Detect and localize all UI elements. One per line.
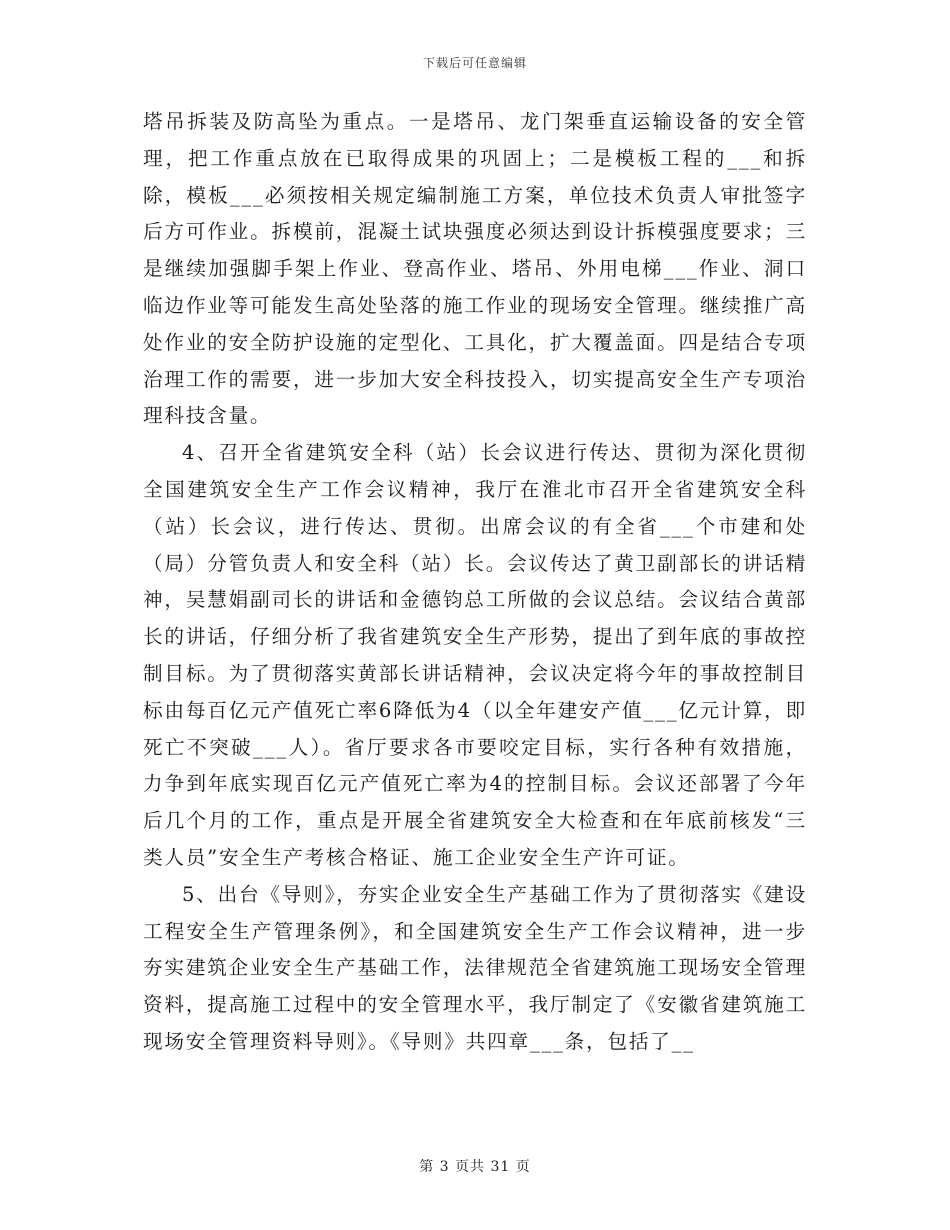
- paragraph-2: 4、召开全省建筑安全科（站）长会议进行传达、贯彻为深化贯彻全国建筑安全生产工作会议精神，我厅在淮北市召开全省建筑安全科（站）长会议，进行传达、贯彻。出席会议的有全省___个市建和处（局）分管负责人和安全科（站）长。会议传达了黄卫副部长的讲话精神，吴慧娟副司长的讲话和金德钧总工所做的会议总结。会议结合黄部长的讲话，仔细分析了我省建筑安全生产形势，提出了到年底的事故控制目标。为了贯彻落实黄部长讲话精神，会议决定将今年的事故控制目标由每百亿元产值死亡率6降低为4（以全年建安产值___亿元计算，即死亡不突破___人）。省厅要求各市要咬定目标，实行各种有效措施，力争到年底实现百亿元产值死亡率为4的控制目标。会议还部署了今年后几个月的工作，重点是开展全省建筑安全大检查和在年底前核发“三类人员”安全生产考核合格证、施工企业安全生产许可证。: [143, 441, 807, 869]
- paragraph-1: 塔吊拆装及防高坠为重点。一是塔吊、龙门架垂直运输设备的安全管理，把工作重点放在已取得成果的巩固上；二是模板工程的___和拆除，模板___必须按相关规定编制施工方案，单位技术负责人审批签字后方可作业。拆模前，混凝土试块强度必须达到设计拆模强度要求；三是继续加强脚手架上作业、登高作业、塔吊、外用电梯___作业、洞口临边作业等可能发生高处坠落的施工作业的现场安全管理。继续推广高处作业的安全防护设施的定型化、工具化，扩大覆盖面。四是结合专项治理工作的需要，进一步加大安全科技投入，切实提高安全生产专项治理科技含量。: [143, 110, 807, 428]
- page-footer: 第 3 页共 31 页: [419, 1159, 531, 1175]
- paragraph-3: 5、出台《导则》，夯实企业安全生产基础工作为了贯彻落实《建设工程安全生产管理条例》，和全国建筑安全生产工作会议精神，进一步夯实建筑企业安全生产基础工作，法律规范全省建筑施工现场安全管理资料，提高施工过程中的安全管理水平，我厅制定了《安徽省建筑施工现场安全管理资料导则》。《导则》共四章___条，包括了__: [143, 882, 807, 1053]
- document-body: [143, 104, 807, 1061]
- page-header: 下载后可任意编辑: [422, 56, 527, 70]
